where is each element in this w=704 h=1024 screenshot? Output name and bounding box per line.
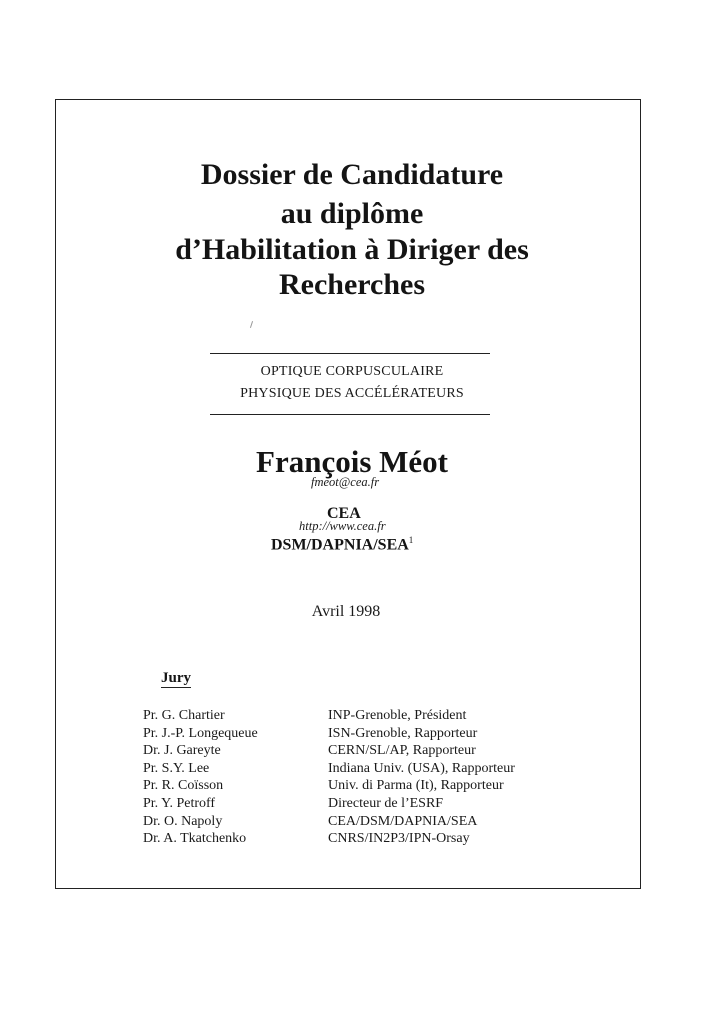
jury-affiliations-list <box>328 707 515 848</box>
title-line-1: Dossier de Candidature <box>200 158 504 191</box>
jury-member-affiliation: CNRS/IN2P3/IPN-Orsay <box>328 831 470 847</box>
organization-name: CEA <box>327 505 361 522</box>
title-line-2: au diplôme <box>280 197 424 230</box>
division-label: DSM/DAPNIA/SEA <box>271 536 409 554</box>
jury-heading: Jury <box>161 670 191 686</box>
jury-member-affiliation: Directeur de l’ESRF <box>328 795 444 811</box>
jury-member-affiliation: CERN/SL/AP, Rapporteur <box>328 743 476 759</box>
author-email: fmeot@cea.fr <box>311 475 380 489</box>
jury-member-name: Pr. J.-P. Longequeue <box>143 725 258 741</box>
bottom-rule <box>210 414 490 415</box>
topic-line-1: OPTIQUE CORPUSCULAIRE <box>260 364 444 379</box>
jury-member-name: Pr. S.Y. Lee <box>143 760 210 776</box>
jury-member-name: Pr. R. Coïsson <box>143 778 224 794</box>
jury-member-name: Dr. J. Gareyte <box>143 743 221 759</box>
organization-division <box>271 535 413 554</box>
jury-member-affiliation: ISN-Grenoble, Rapporteur <box>328 725 478 741</box>
jury-member-affiliation: Indiana Univ. (USA), Rapporteur <box>328 760 515 776</box>
jury-member-name: Pr. Y. Petroff <box>143 795 216 811</box>
jury-member-affiliation: INP-Grenoble, Président <box>328 708 467 723</box>
jury-member-affiliation: Univ. di Parma (It), Rapporteur <box>328 778 504 794</box>
author-name: François Méot <box>256 444 448 479</box>
jury-member-name: Dr. O. Napoly <box>143 813 223 829</box>
jury-member-name: Dr. A. Tkatchenko <box>143 831 247 847</box>
submission-date: Avril 1998 <box>311 603 381 620</box>
organization-url: http://www.cea.fr <box>299 519 386 533</box>
footnote-mark: 1 <box>408 535 414 545</box>
top-rule <box>210 353 490 354</box>
jury-member-affiliation: CEA/DSM/DAPNIA/SEA <box>328 813 478 829</box>
jury-member-name: Pr. G. Chartier <box>143 708 225 723</box>
title-line-3: d’Habilitation à Diriger des <box>175 233 529 266</box>
topic-line-2: PHYSIQUE DES ACCÉLÉRATEURS <box>240 386 464 401</box>
title-line-4: Recherches <box>278 268 426 301</box>
jury-names-list <box>143 707 258 848</box>
